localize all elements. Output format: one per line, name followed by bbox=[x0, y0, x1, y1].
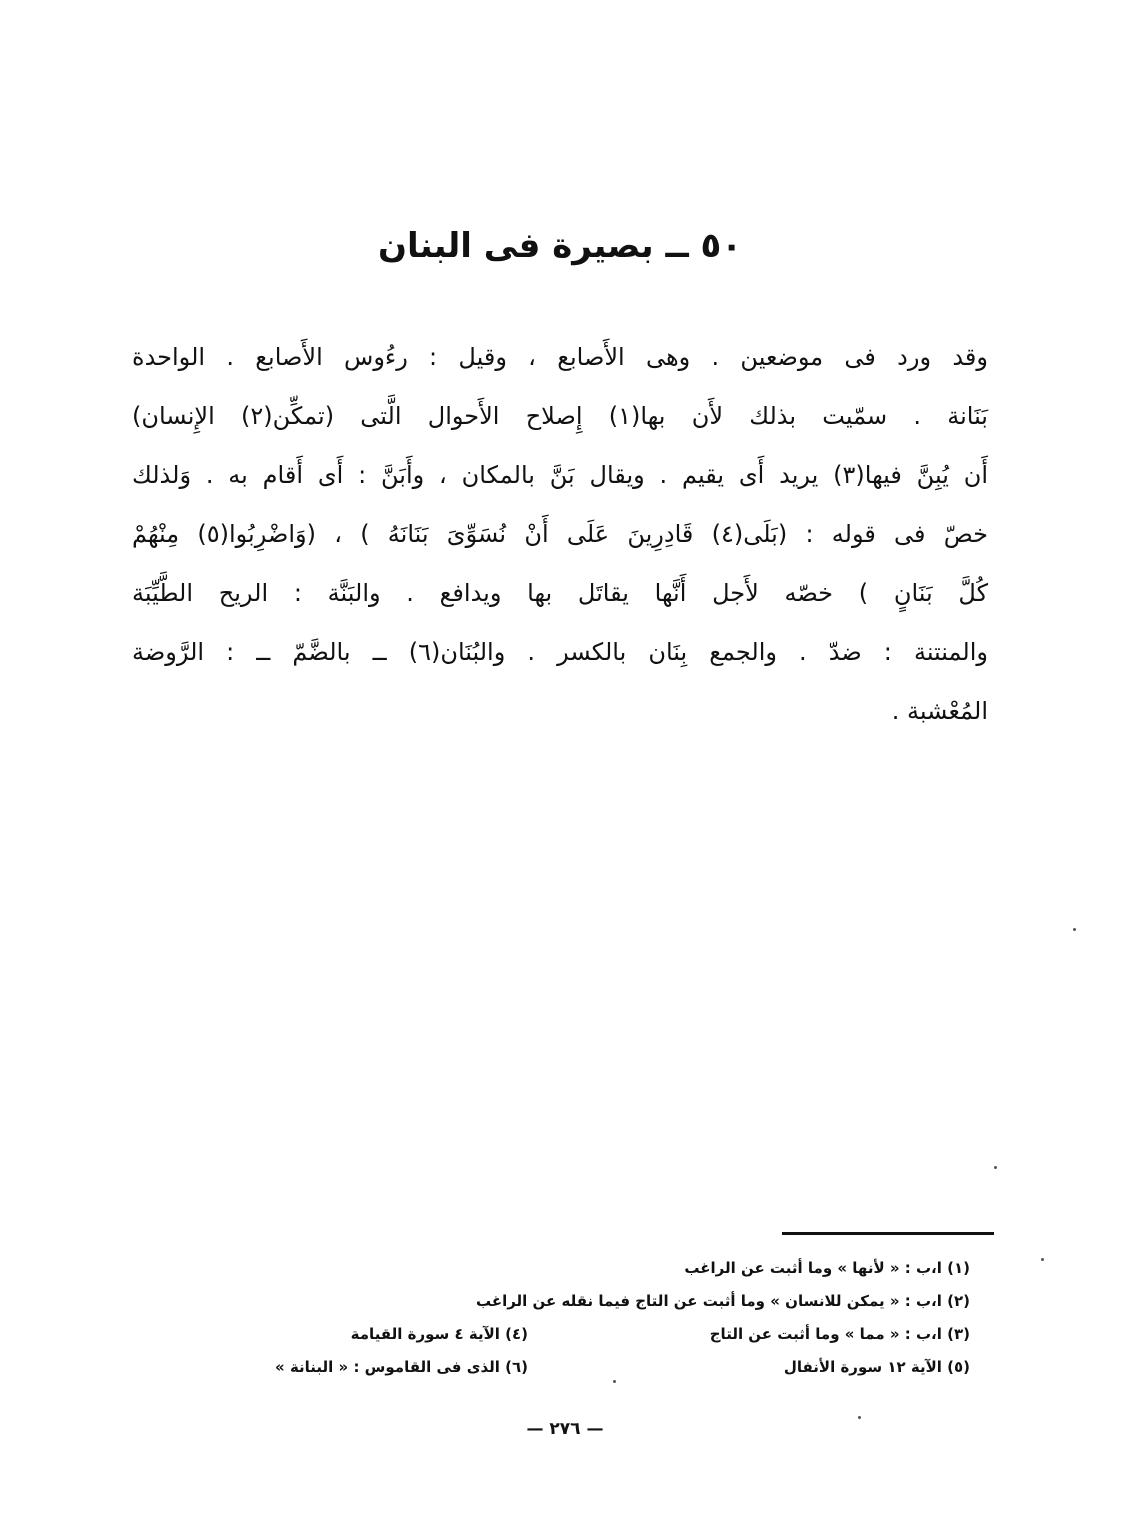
footnotes bbox=[170, 1252, 970, 1384]
page-number: — ٢٧٦ — bbox=[526, 1419, 604, 1439]
footnote-row bbox=[170, 1351, 970, 1384]
footnote: (٤) الآية ٤ سورة القيامة bbox=[350, 1325, 528, 1343]
scan-speck bbox=[1041, 1258, 1044, 1261]
footnote: (٦) الذى فى القاموس : « البنانة » bbox=[275, 1358, 528, 1376]
body-text bbox=[132, 328, 988, 741]
scan-speck bbox=[613, 1380, 616, 1383]
body-line: كُلَّ بَنَانٍ ) خصّه لأَجل أَنَّها يقاتَل بها ويدافع . والبَنَّة : الريح الطَّيِّبَة bbox=[132, 579, 988, 607]
footnote: (٣) ا،ب : « مما » وما أثبت عن التاج bbox=[709, 1325, 970, 1343]
body-line: المُعْشبة . bbox=[891, 697, 988, 725]
page-title: ٥٠ ــ بصيرة فى البنان bbox=[377, 226, 743, 266]
footnote: (٢) ا،ب : « يمكن للانسان » وما أثبت عن التاج فيما نقله عن الراغب bbox=[475, 1292, 970, 1310]
footnote-row bbox=[170, 1252, 970, 1285]
footnote-row bbox=[170, 1318, 970, 1351]
footnote: (١) ا،ب : « لأنها » وما أثبت عن الراغب bbox=[684, 1259, 970, 1277]
body-line: وقد ورد فى موضعين . وهى الأَصابع ، وقيل : رءُوس الأَصابع . الواحدة bbox=[132, 343, 988, 371]
footnote-divider bbox=[782, 1232, 994, 1235]
footnote-row bbox=[170, 1285, 970, 1318]
body-line: والمنتنة : ضدّ . والجمع بِنَان بالكسر . والبُنَان(٦) ــ بالضَّمّ ــ : الرَّوضة bbox=[132, 638, 988, 666]
footnote: (٥) الآية ١٢ سورة الأنفال bbox=[783, 1358, 970, 1376]
scan-speck bbox=[858, 1416, 861, 1419]
body-line: خصّ فى قوله : (بَلَى(٤) قَادِرِينَ عَلَى أَنْ نُسَوِّىَ بَنَانَهُ ) ، (وَاضْرِبُوا(٥) مِنْهُمْ bbox=[132, 520, 989, 548]
scan-speck bbox=[1073, 928, 1076, 931]
scan-speck bbox=[994, 1166, 997, 1169]
body-line: بَنَانة . سمّيت بذلك لأَن بها(١) إِصلاح الأَحوال الَّتى (تمكِّن(٢) الإِنسان) bbox=[132, 402, 988, 430]
body-line: أَن يُبِنَّ فيها(٣) يريد أَى يقيم . ويقال بَنَّ بالمكان ، وأَبَنَّ : أَى أَقام به . وَلذلك bbox=[132, 461, 988, 489]
